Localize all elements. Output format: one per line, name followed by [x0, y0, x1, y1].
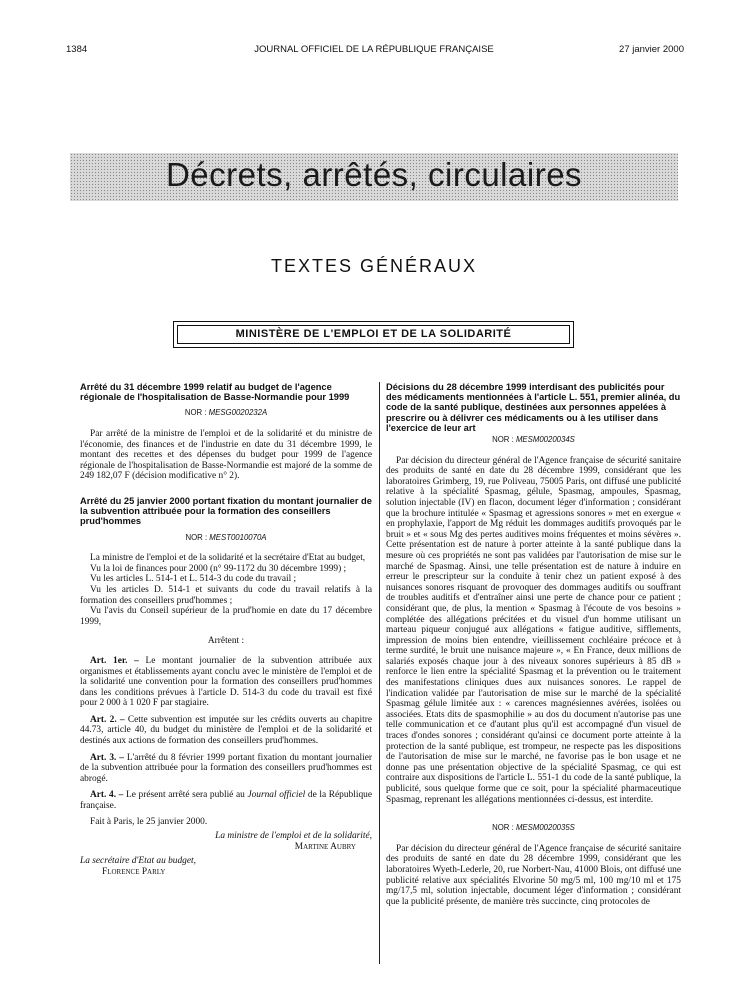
- nor-label: NOR :: [492, 823, 516, 833]
- nor-code: MESM0020034S: [515, 435, 575, 445]
- nor-label: NOR :: [492, 435, 516, 445]
- article-text: Le présent arrêté sera publié au: [123, 790, 248, 801]
- visa-paragraph: Vu les articles L. 514-1 et L. 514-3 du code du travail ;: [90, 574, 297, 585]
- column-divider: [379, 382, 380, 964]
- nor-label: NOR :: [185, 532, 210, 542]
- arretent-heading: Arrêtent :: [207, 636, 245, 647]
- article-text: Le montant journalier de la subvention attribuée aux organismes et établissements ayant conclu avec le ministère de l'emploi et de la solidarité une convention pour la formation des conseillers prud'hommes dans les conditions prévues à l'article D. 514-3 du code du travail est fixé pour 2 000 à 1 020 F par stagiaire.: [80, 655, 372, 709]
- article-label: Art. 1er. –: [90, 655, 139, 666]
- visa-paragraph: Vu l'avis du Conseil supérieur de la prud'homie en date du 17 décembre 1999,: [80, 606, 372, 627]
- journal-title: JOURNAL OFFICIEL DE LA RÉPUBLIQUE FRANÇAISE: [254, 44, 494, 55]
- done-at: Fait à Paris, le 25 janvier 2000.: [90, 816, 208, 827]
- article-label: Art. 4. –: [90, 790, 124, 801]
- arrete-1-nor: [80, 408, 372, 419]
- article-text: de la République française.: [80, 790, 372, 812]
- banner: [70, 153, 678, 201]
- article-3: [80, 753, 372, 785]
- decision-1-nor: [386, 435, 681, 446]
- decisions-title: Décisions du 28 décembre 1999 interdisant des publicités pour des médicaments mentionnées à l'article L. 551, premier alinéa, du code de la santé publique, destinées aux personnes appelées à prescrire ou à délivrer ces médicaments ou à les utiliser dans l'exercice de leur art: [386, 382, 681, 433]
- visa-paragraph: Vu les articles D. 514-1 et suivants du code du travail relatifs à la formation des conseillers prud'hommes ;: [80, 584, 372, 606]
- decision-2-nor: [386, 823, 681, 834]
- left-column: [80, 382, 372, 878]
- article-label: Art. 3. –: [90, 752, 124, 763]
- arrete-1-body: Par arrêté de la ministre de l'emploi et de la solidarité et du ministre de l'économie, des finances et de l'industrie en date du 31 décembre 1999, le montant des recettes et des dépenses du budget pour 1999 de l'agence régionale de l'hospitalisation de Basse-Normandie est majoré de la somme de 249 182,07 F (décision modificative n° 2).: [80, 429, 372, 482]
- banner-title: Décrets, arrêtés, circulaires: [165, 156, 583, 193]
- signature-2-role: La secrétaire d'Etat au budget,: [80, 856, 196, 867]
- signature-1-role: La ministre de l'emploi et de la solidarité,: [215, 831, 372, 842]
- visa-paragraph: La ministre de l'emploi et de la solidarité et la secrétaire d'Etat au budget,: [90, 553, 366, 564]
- visa-paragraph: Vu la loi de finances pour 2000 (n° 99-1172 du 30 décembre 1999) ;: [90, 563, 347, 574]
- ministry-box: [173, 321, 574, 348]
- article-label: Art. 2. –: [90, 714, 125, 725]
- decision-1-body: Par décision du directeur général de l'Agence française de sécurité sanitaire des produits de santé en date du 28 décembre 1999, considérant que les laboratoires Grimberg, 19, rue Poliveau, 75005 Paris, ont diffusé une publicité relative à la spécialité Spasmag, gélule, Spasmag, ampoules, Spasmag, solution injectable (IV) en flacon, document léger d'information ; considérant que la brochure intitulée « Spasmag et agressions sonores » met en exergue « en prophylaxie, l'apport de Mg réduit les dommages auditifs provoqués par le bruit » et « sous Mg des pertes auditives moins fréquentes et moins sévères ». Cette présentation est de nature à porter atteinte à la santé publique dans la mesure où ces propriétés ne sont pas validées par l'autorisation de mise sur le marché de Spasmag. Ainsi, une telle présentation est de nature à induire en erreur le prescripteur sur la conduite à tenir chez un patient exposé à des nuisances sonores risquant de provoquer des dommages auditifs ou souffrant de troubles auditifs et d'entraîner ainsi une perte de chance pour ce patient ; considérant que, de plus, la mention « Spasmag à l'écoute de vos besoins » complétée des allégations précitées et du visuel d'un homme utilisant un marteau piqueur conjugué aux allégations « fatigue auditive, sifflements, impression de moins bien entendre, vieillissement cochléaire précoce et à terme surdité, le bruit une nuisance majeure », « En France, deux millions de salariés exposés chaque jour à des niveaux sonores supérieurs à 85 dB » renforce le lien entre la spécialité Spasmag et la prévention ou le traitement des manifestations cliniques dues aux nuisances sonores. Le rappel de l'indication validée par l'autorisation de mise sur le marché de la spécialité Spasmag gélule limitée aux : « carences magnésiennes avérées, isolées ou associées. Etats dits de spasmophilie » au dos du document n'autorise pas une telle communication et ce d'autant plus qu'il est accompagné d'un visuel de traces d'ondes sonores ; considérant qu'ainsi ce document porte atteinte à la protection de la santé publique, est trompeur, ne respecte pas les dispositions de l'autorisation de mise sur le marché, ne favorise pas le bon usage et ne donne pas une présentation objective de la spécialité Spasmag, ce qui est contraire aux dispositions de l'article L. 551-1 du code de la santé publique, la publicité, sous quelque forme que ce soit, pour la spécialité pharmaceutique Spasmag, reprenant les allégations mentionnées ci-dessus, est interdite.: [386, 455, 681, 805]
- issue-date: 27 janvier 2000: [619, 44, 684, 55]
- ministry-title: MINISTÈRE DE L'EMPLOI ET DE LA SOLIDARITÉ: [235, 328, 512, 340]
- arrete-1-title: Arrêté du 31 décembre 1999 relatif au budget de l'agence régionale de l'hospitalisation de Basse-Normandie pour 1999: [80, 382, 350, 403]
- section-title: TEXTES GÉNÉRAUX: [270, 256, 478, 276]
- article-4: [80, 790, 372, 811]
- nor-label: NOR :: [184, 408, 209, 418]
- nor-code: MESG0020232A: [208, 408, 268, 418]
- signature-1-name: Martine Aubry: [294, 841, 356, 852]
- arrete-2-nor: [80, 533, 372, 544]
- nor-code: MEST0010070A: [209, 532, 267, 542]
- article-text-italic: Journal officiel: [247, 790, 306, 801]
- article-1: [80, 656, 372, 709]
- article-2: [80, 715, 372, 747]
- right-column: [386, 382, 681, 907]
- article-text: Cette subvention est imputée sur les crédits ouverts au chapitre 44.73, article 40, du budget du ministère de l'emploi et de la solidarité et destinés aux actions de formation des conseillers prud'hommes.: [80, 714, 372, 747]
- nor-code: MESM0020035S: [515, 823, 575, 833]
- decision-2-body: Par décision du directeur général de l'Agence française de sécurité sanitaire des produits de santé en date du 28 décembre 1999, considérant que les laboratoires Wyeth-Lederle, 20, rue Norbert-Nau, 41000 Blois, ont diffusé une publicité relative aux spécialités Elvorine 50 mg/5 ml, 100 mg/10 ml et 175 mg/17,5 ml, solution injectable, document léger d'information ; considérant que la publicité présente, de manière très succincte, cinq protocoles de: [386, 843, 681, 907]
- article-text: L'arrêté du 8 février 1999 portant fixation du montant journalier de la subvention attribuée pour la formation des conseillers prud'hommes est abrogé.: [80, 752, 372, 784]
- signature-2-name: Florence Parly: [102, 867, 166, 878]
- page-number: 1384: [66, 44, 88, 55]
- arrete-2-title: Arrêté du 25 janvier 2000 portant fixation du montant journalier de la subvention attribuée pour la formation des conseillers prud'hommes: [80, 495, 372, 527]
